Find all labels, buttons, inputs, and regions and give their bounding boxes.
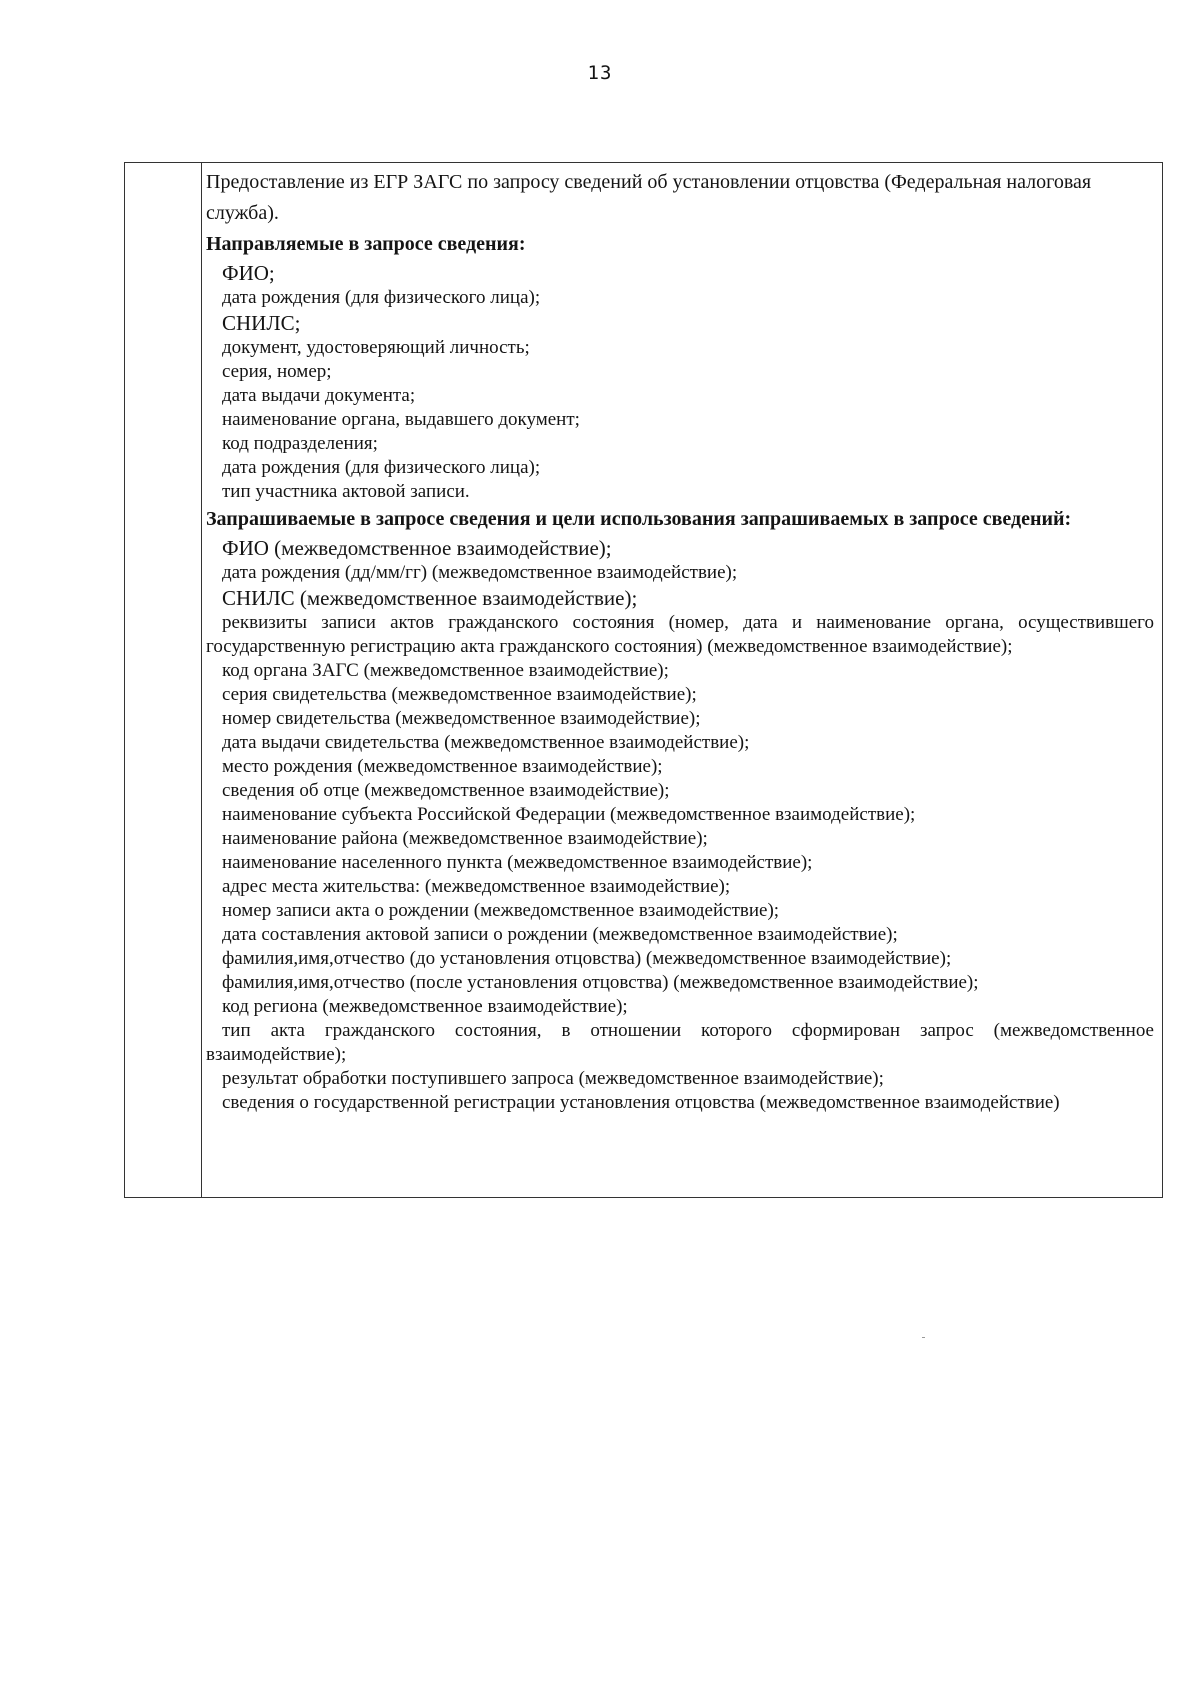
list-item: фамилия,имя,отчество (до установления отцовства) (межведомственное взаимодействие); [222, 948, 952, 969]
list-item: серия свидетельства (межведомственное взаимодействие); [222, 684, 697, 705]
sent-info-list [206, 260, 1154, 504]
list-item: дата составления актовой записи о рождении (межведомственное взаимодействие); [222, 924, 898, 945]
list-item: код региона (межведомственное взаимодействие); [222, 996, 628, 1017]
list-item: дата рождения (для физического лица); [222, 457, 541, 478]
list-item: результат обработки поступившего запроса (межведомственное взаимодействие); [222, 1068, 884, 1089]
list-item: СНИЛС (межведомственное взаимодействие); [222, 586, 638, 610]
list-item: дата выдачи свидетельства (межведомственное взаимодействие); [222, 732, 750, 753]
list-item: номер записи акта о рождении (межведомственное взаимодействие); [222, 900, 780, 921]
list-item: реквизиты записи актов гражданского состояния (номер, дата и наименование органа, осуществившего государственную регистрацию акта гражданского состояния) (межведомственное взаимодействие); [206, 612, 1154, 657]
page-number: 13 [587, 62, 613, 84]
table-cell-number [125, 163, 202, 1197]
list-item: код подразделения; [222, 433, 378, 454]
intro-paragraph: Предоставление из ЕГР ЗАГС по запросу сведений об установлении отцовства (Федеральная налоговая служба). [206, 171, 1092, 224]
sent-info-heading: Направляемые в запросе сведения: [206, 233, 526, 255]
list-item: фамилия,имя,отчество (после установления отцовства) (межведомственное взаимодействие); [222, 972, 979, 993]
list-item: СНИЛС; [222, 311, 301, 335]
list-item: наименование населенного пункта (межведомственное взаимодействие); [222, 852, 813, 873]
list-item: сведения об отце (межведомственное взаимодействие); [222, 780, 670, 801]
list-item: тип участника актовой записи. [222, 481, 470, 502]
list-item: документ, удостоверяющий личность; [222, 337, 530, 358]
list-item: место рождения (межведомственное взаимодействие); [222, 756, 663, 777]
list-item: наименование органа, выдавшего документ; [222, 409, 580, 430]
requested-info-list [206, 535, 1154, 1115]
list-item: адрес места жительства: (межведомственное взаимодействие); [222, 876, 731, 897]
list-item: серия, номер; [222, 361, 332, 382]
document-table [124, 162, 1163, 1198]
scan-speck [922, 1337, 925, 1338]
list-item: дата рождения (для физического лица); [222, 287, 541, 308]
list-item: дата рождения (дд/мм/гг) (межведомственное взаимодействие); [222, 562, 738, 583]
table-cell-content [202, 163, 1162, 1197]
list-item: наименование субъекта Российской Федерации (межведомственное взаимодействие); [222, 804, 916, 825]
list-item: код органа ЗАГС (межведомственное взаимодействие); [222, 660, 669, 681]
list-item: ФИО; [222, 261, 275, 285]
list-item: наименование района (межведомственное взаимодействие); [222, 828, 708, 849]
list-item: ФИО (межведомственное взаимодействие); [222, 536, 612, 560]
list-item: сведения о государственной регистрации установления отцовства (межведомственное взаимодействие) [222, 1092, 1060, 1113]
list-item: дата выдачи документа; [222, 385, 416, 406]
requested-info-heading: Запрашиваемые в запросе сведения и цели использования запрашиваемых в запросе сведений: [206, 508, 1072, 530]
list-item: тип акта гражданского состояния, в отношении которого сформирован запрос (межведомственное взаимодействие); [206, 1020, 1154, 1065]
list-item: номер свидетельства (межведомственное взаимодействие); [222, 708, 701, 729]
